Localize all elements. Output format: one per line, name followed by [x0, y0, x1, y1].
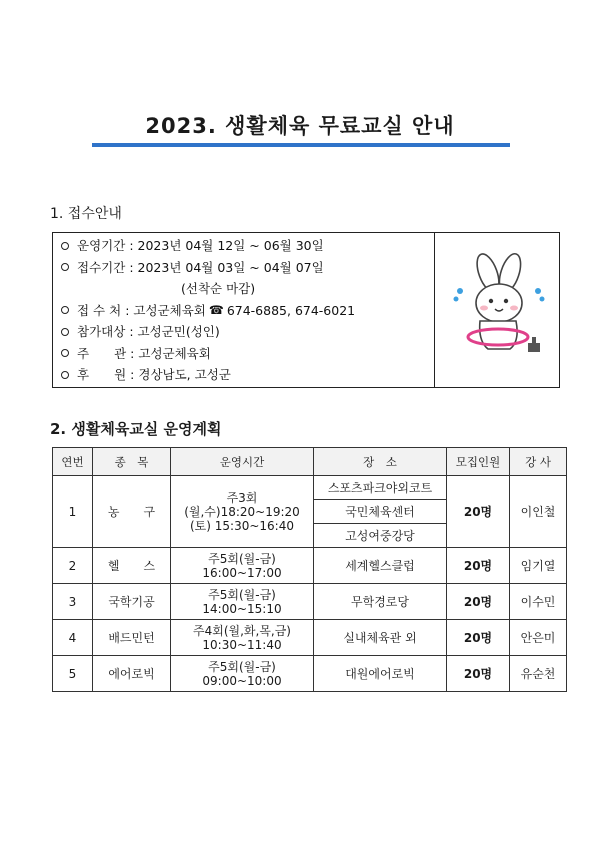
circle-bullet-icon: [61, 306, 69, 314]
cell-instructor: 이수민: [510, 584, 567, 620]
cell-sport: 헬 스: [93, 548, 171, 584]
title-underline: [92, 143, 510, 147]
cell-instructor: 이인철: [510, 476, 567, 548]
info-value: 고성군민(성인): [137, 324, 220, 339]
info-label: 접 수 처: [77, 302, 122, 318]
cell-time: 주5회(월-금) 14:00~15:10: [171, 584, 314, 620]
cell-place: 실내체육관 외: [314, 620, 447, 656]
cell-sport: 배드민턴: [93, 620, 171, 656]
info-divider: [434, 233, 435, 387]
info-row-office: 접 수 처 : 고성군체육회 ☎ 674-6885, 674-6021: [61, 300, 431, 322]
circle-bullet-icon: [61, 242, 69, 250]
telephone-icon: ☎: [208, 302, 224, 317]
info-label: 운영기간: [77, 238, 126, 253]
program-schedule-table: [52, 447, 567, 692]
info-value: 2023년 04월 03일 ~ 04월 07일: [137, 259, 324, 275]
circle-bullet-icon: [61, 328, 69, 336]
circle-bullet-icon: [61, 349, 69, 357]
info-label: 주 관: [77, 345, 127, 361]
info-value: 2023년 04월 12일 ~ 06월 30일: [137, 238, 324, 253]
cell-time: 주5회(월-금) 16:00~17:00: [171, 548, 314, 584]
circle-bullet-icon: [61, 371, 69, 379]
info-value: 고성군체육회: [133, 302, 206, 318]
table-row: [53, 584, 567, 620]
header-instructor: 강 사: [510, 448, 567, 476]
header-time: 운영시간: [171, 448, 314, 476]
cell-no: 2: [53, 548, 93, 584]
registration-info-box: [52, 232, 560, 388]
cell-sport: 에어로빅: [93, 656, 171, 692]
cell-capacity: 20명: [447, 620, 510, 656]
cell-instructor: 유순천: [510, 656, 567, 692]
section-2-heading: 2. 생활체육교실 운영계획: [50, 420, 222, 438]
cell-no: 5: [53, 656, 93, 692]
table-row: [53, 656, 567, 692]
cell-capacity: 20명: [447, 476, 510, 548]
cell-place: 스포츠파크야외코트: [314, 476, 447, 500]
info-row-target: 참가대상 : 고성군민(성인): [61, 321, 431, 343]
info-row-host: 주 관 : 고성군체육회: [61, 343, 431, 365]
info-label: 참가대상: [77, 324, 126, 339]
cell-no: 1: [53, 476, 93, 548]
info-note: (선착순 마감): [181, 281, 256, 296]
cell-place: 대원에어로빅: [314, 656, 447, 692]
cell-instructor: 안은미: [510, 620, 567, 656]
table-row: [53, 620, 567, 656]
phone-numbers: 674-6885, 674-6021: [226, 302, 356, 318]
cell-time: 주3회 (월,수)18:20~19:20 (토) 15:30~16:40: [171, 476, 314, 548]
cell-no: 4: [53, 620, 93, 656]
cell-capacity: 20명: [447, 584, 510, 620]
info-label: 후 원: [77, 367, 127, 382]
info-value: 고성군체육회: [138, 345, 211, 361]
cell-place: 고성여중강당: [314, 524, 447, 548]
info-row-registration: 접수기간 : 2023년 04월 03일 ~ 04월 07일: [61, 257, 431, 279]
header-place: 장 소: [314, 448, 447, 476]
info-row-note: [61, 278, 431, 300]
exercising-rabbit-icon: [448, 251, 548, 361]
cell-time: 주4회(월,화,목,금) 10:30~11:40: [171, 620, 314, 656]
cell-place: 국민체육센터: [314, 500, 447, 524]
table-row: [53, 548, 567, 584]
header-sport: 종 목: [93, 448, 171, 476]
cell-place: 무학경로당: [314, 584, 447, 620]
info-label: 접수기간: [77, 259, 126, 275]
cell-sport: 국학기공: [93, 584, 171, 620]
circle-bullet-icon: [61, 263, 69, 271]
cell-time: 주5회(월-금) 09:00~10:00: [171, 656, 314, 692]
cell-capacity: 20명: [447, 656, 510, 692]
registration-info-list: [61, 235, 431, 386]
section-1-heading: 1. 접수안내: [50, 206, 122, 222]
table-header-row: [53, 448, 567, 476]
cell-place: 세계헬스클럽: [314, 548, 447, 584]
header-no: 연번: [53, 448, 93, 476]
info-row-sponsor: 후 원 : 경상남도, 고성군: [61, 364, 431, 386]
cell-no: 3: [53, 584, 93, 620]
cell-sport: 농 구: [93, 476, 171, 548]
cell-capacity: 20명: [447, 548, 510, 584]
info-row-period: 운영기간 : 2023년 04월 12일 ~ 06월 30일: [61, 235, 431, 257]
cell-instructor: 임기열: [510, 548, 567, 584]
header-capacity: 모집인원: [447, 448, 510, 476]
page-title: 2023. 생활체육 무료교실 안내: [145, 114, 455, 138]
table-row: [53, 476, 567, 500]
info-value: 경상남도, 고성군: [138, 367, 231, 382]
